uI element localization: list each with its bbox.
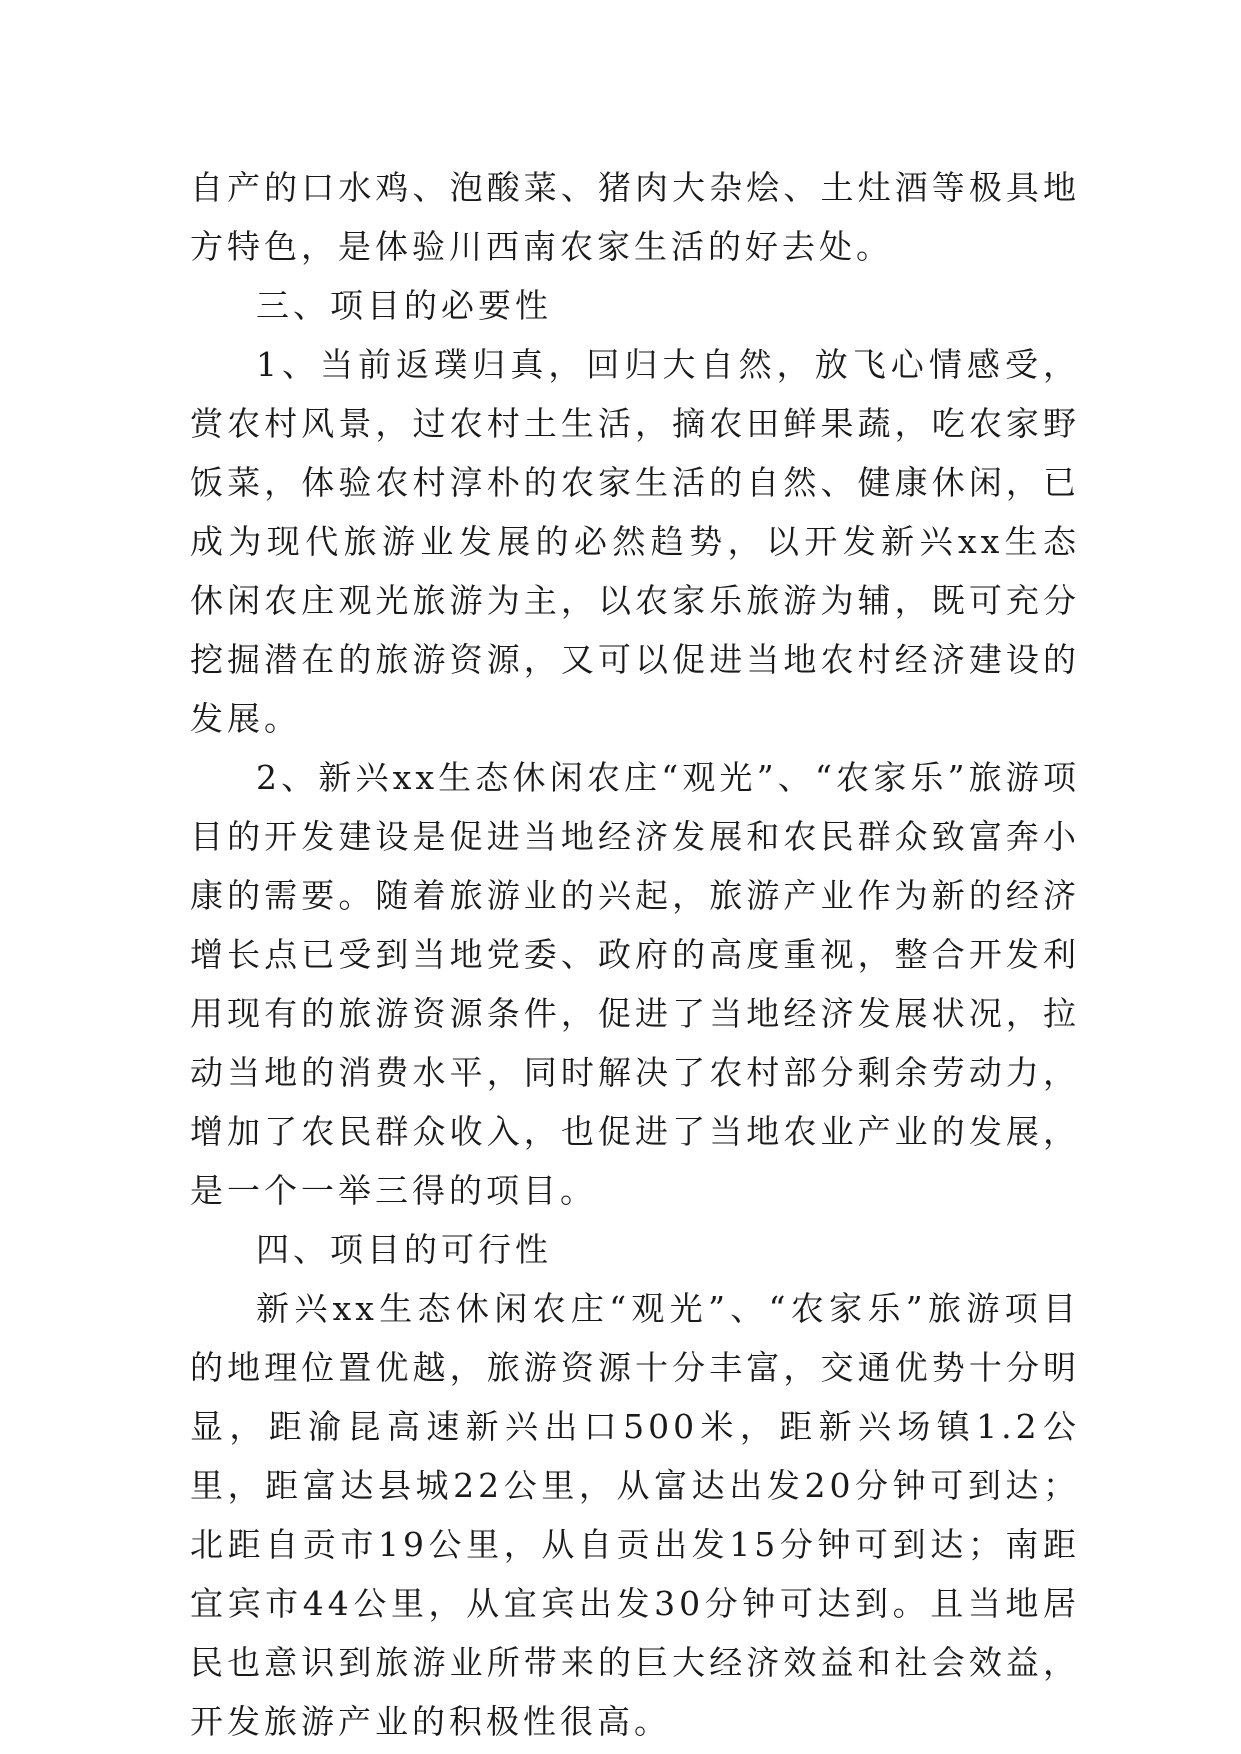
paragraph-intro-continuation: 自产的口水鸡、泡酸菜、猪肉大杂烩、土灶酒等极具地方特色，是体验川西南农家生活的好去处。 bbox=[190, 168, 1080, 266]
paragraph-necessity-1: 1、当前返璞归真，回归大自然，放飞心情感受，赏农村风景，过农村土生活，摘农田鲜果蔬，吃农家野饭菜，体验农村淳朴的农家生活的自然、健康休闲，已成为现代旅游业发展的必然趋势，以开发新兴xx生态休闲农庄观光旅游为主，以农家乐旅游为辅，既可充分挖掘潜在的旅游资源，又可以促进当地农村经济建设的发展。 bbox=[190, 345, 1080, 738]
section-heading-feasibility: 四、项目的可行性 bbox=[256, 1230, 552, 1269]
paragraph-necessity-2: 2、新兴xx生态休闲农庄“观光”、“农家乐”旅游项目的开发建设是促进当地经济发展和农民群众致富奔小康的需要。随着旅游业的兴起，旅游产业作为新的经济增长点已受到当地党委、政府的高度重视，整合开发利用现有的旅游资源条件，促进了当地经济发展状况，拉动当地的消费水平，同时解决了农村部分剩余劳动力，增加了农民群众收入，也促进了当地农业产业的发展，是一个一举三得的项目。 bbox=[190, 758, 1080, 1210]
document-body bbox=[190, 158, 1080, 1751]
section-heading-necessity: 三、项目的必要性 bbox=[256, 286, 552, 325]
paragraph-feasibility: 新兴xx生态休闲农庄“观光”、“农家乐”旅游项目的地理位置优越，旅游资源十分丰富，交通优势十分明显，距渝昆高速新兴出口500米，距新兴场镇1.2公里，距富达县城22公里，从富达出发20分钟可到达；北距自贡市19公里，从自贡出发15分钟可到达；南距宜宾市44公里，从宜宾出发30分钟可达到。且当地居民也意识到旅游业所带来的巨大经济效益和社会效益，开发旅游产业的积极性很高。 bbox=[190, 1289, 1080, 1741]
